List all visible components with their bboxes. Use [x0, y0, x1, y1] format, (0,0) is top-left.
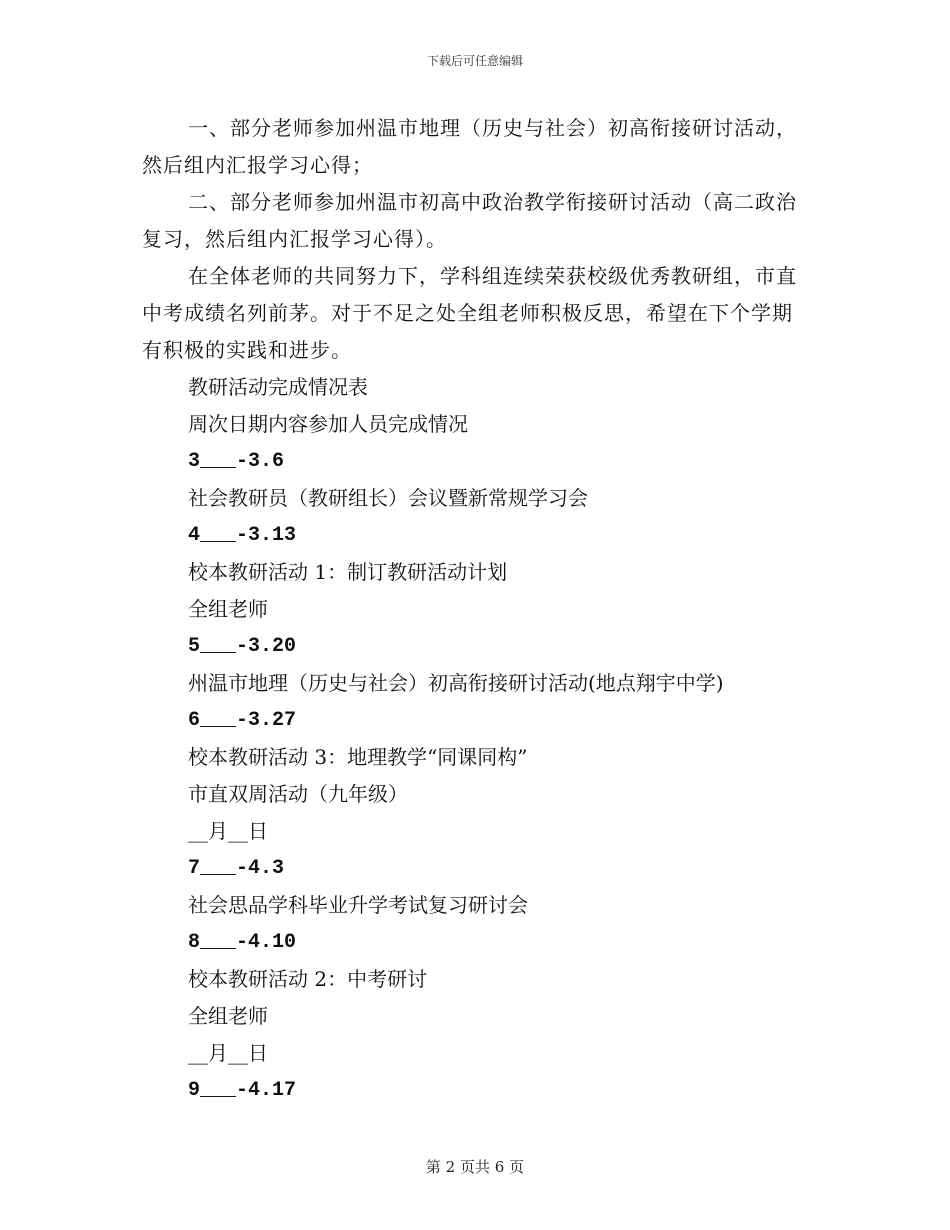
- week-date-line: 8___-4.10: [188, 931, 297, 954]
- document-body: [142, 110, 812, 1109]
- activity-text-line: 州温市地理（历史与社会）初高衔接研讨活动(地点翔宇中学): [188, 671, 724, 695]
- week-date-line: 7___-4.3: [188, 857, 285, 880]
- activity-text-line: 社会思品学科毕业升学考试复习研讨会: [188, 893, 528, 917]
- activity-text-line: 市直双周活动（九年级）: [188, 782, 408, 806]
- week-date-line: 3___-3.6: [188, 450, 285, 473]
- paragraph-2: 二、部分老师参加州温市初高中政治教学衔接研讨活动（高二政治复习，然后组内汇报学习心得）。: [142, 190, 797, 251]
- week-date-line: 4___-3.13: [188, 524, 297, 547]
- page-header: 下载后可任意编辑: [426, 54, 523, 68]
- activity-text-line: 社会教研员（教研组长）会议暨新常规学习会: [188, 486, 588, 510]
- activity-text-line: 校本教研活动 3：地理教学“同课同构”: [188, 745, 528, 769]
- activity-text-line: 校本教研活动 2：中考研讨: [188, 967, 428, 991]
- week-date-line: 6___-3.27: [188, 709, 297, 732]
- week-date-line: 9___-4.17: [188, 1079, 297, 1102]
- page-footer: 第 2 页共 6 页: [425, 1158, 525, 1176]
- activity-text-line: __月__日: [188, 1041, 268, 1065]
- week-date-line: 5___-3.20: [188, 635, 297, 658]
- table-header-row: 周次日期内容参加人员完成情况: [188, 412, 468, 436]
- activity-text-line: 校本教研活动 1：制订教研活动计划: [188, 560, 508, 584]
- paragraph-3: 在全体老师的共同努力下，学科组连续荣获校级优秀教研组，市直中考成绩名列前茅。对于不足之处全组老师积极反思，希望在下个学期有积极的实践和进步。: [142, 264, 797, 362]
- table-title: 教研活动完成情况表: [188, 375, 368, 399]
- paragraph-1: 一、部分老师参加州温市地理（历史与社会）初高衔接研讨活动，然后组内汇报学习心得；: [142, 116, 797, 177]
- activity-text-line: 全组老师: [188, 1004, 268, 1028]
- activity-lines: [142, 443, 812, 1109]
- activity-text-line: __月__日: [188, 819, 268, 843]
- activity-text-line: 全组老师: [188, 597, 268, 621]
